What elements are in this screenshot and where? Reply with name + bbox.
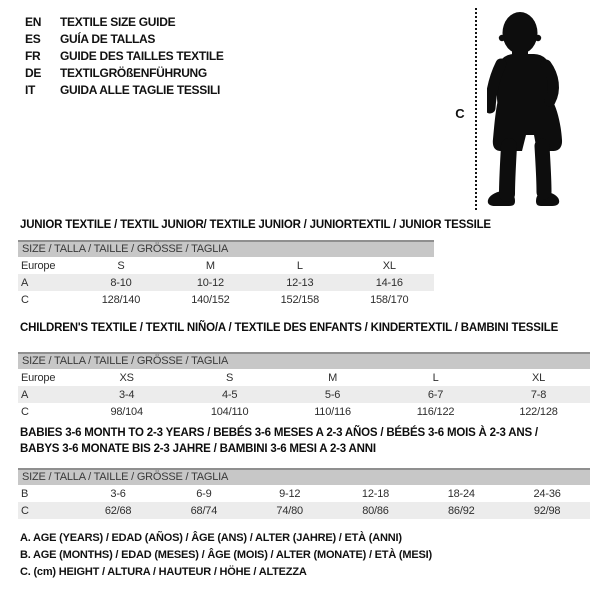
language-title: TEXTILGRÖßENFÜHRUNG [60,65,207,80]
note-age-months: B. AGE (MONTHS) / EDAD (MESES) / ÂGE (MOIS) / ALTER (MONATE) / ETÀ (MESI) [20,549,432,561]
children-table-section [18,322,590,420]
cell: L [296,259,303,272]
cell: 5-6 [324,388,341,401]
babies-table-section [18,427,590,519]
note-height-cm: C. (cm) HEIGHT / ALTURA / HAUTEUR / HÖHE / ALTEZZA [20,566,307,578]
cell: 68/74 [190,504,218,517]
cell: 8-10 [110,276,132,289]
cell: 12-13 [286,276,314,289]
cell: 80/86 [362,504,389,517]
cell: M [205,259,215,272]
language-code: FR [25,48,41,63]
baby-silhouette [487,8,582,208]
language-code: EN [25,14,42,29]
cell: 10-12 [196,276,224,289]
cell: 116/122 [416,405,455,418]
cell: 12-18 [361,487,390,500]
cell: XL [531,371,546,384]
baby-figure-area [440,0,600,215]
junior-size-table [18,240,434,308]
language-code: DE [25,65,42,80]
cell: 86/92 [448,504,475,517]
cell: 122/128 [519,405,558,418]
cell: 62/68 [104,504,132,517]
cell: S [226,371,234,384]
babies-table-title-line2: BABYS 3-6 MONATE BIS 2-3 JAHRE / BAMBINI 3-6 MESI A 2-3 ANNI [20,443,376,455]
language-row-it [25,81,224,98]
cell: 3-6 [110,487,126,500]
children-table-title: CHILDREN'S TEXTILE / TEXTIL NIÑO/A / TEXTILE DES ENFANTS / KINDERTEXTIL / BAMBINI TESSILE [20,322,559,334]
language-code: ES [25,31,41,46]
table-row-height [18,403,590,420]
cell: 18-24 [447,487,475,500]
size-header-bar: SIZE / TALLA / TAILLE / GRÖSSE / TAGLIA [18,469,590,485]
cell: XS [119,371,134,384]
cell: L [432,371,439,384]
height-measure-dashed-line [475,8,477,210]
row-label: A [21,388,29,401]
table-row-europe [18,369,590,386]
cell: 6-9 [196,487,212,500]
table-row-months [18,485,590,502]
table-row-age [18,386,590,403]
size-header-bar: SIZE / TALLA / TAILLE / GRÖSSE / TAGLIA [18,353,590,369]
cell: XL [382,259,396,272]
row-label: C [21,504,29,517]
junior-table-title: JUNIOR TEXTILE / TEXTIL JUNIOR/ TEXTILE JUNIOR / JUNIORTEXTIL / JUNIOR TESSILE [20,219,491,231]
note-age-years: A. AGE (YEARS) / EDAD (AÑOS) / ÂGE (ANS) / ALTER (JAHRE) / ETÀ (ANNI) [20,532,402,544]
table-row-height [18,291,434,308]
junior-table-section [18,219,491,308]
cell: 92/98 [533,504,561,517]
babies-table-title-line1: BABIES 3-6 MONTH TO 2-3 YEARS / BEBÉS 3-6 MESES A 2-3 AÑOS / BÉBÉS 3-6 MOIS À 2-3 ANS / [20,427,538,439]
row-label: Europe [21,259,56,272]
cell: M [328,371,338,384]
table-row-height [18,502,590,519]
cell: 4-5 [221,388,238,401]
cell: S [117,259,125,272]
row-label: C [21,405,29,418]
row-label: Europe [21,371,56,384]
table-row-europe [18,257,434,274]
height-measure-label: C [455,106,465,121]
language-list [25,13,224,98]
children-size-table [18,352,590,420]
cell: 7-8 [530,388,547,401]
cell: 24-36 [533,487,561,500]
cell: 14-16 [375,276,403,289]
cell: 110/116 [314,405,351,418]
row-label: B [21,487,29,500]
language-title: GUIDA ALLE TAGLIE TESSILI [60,82,221,97]
babies-size-table [18,468,590,519]
cell: 158/170 [370,293,409,306]
language-row-es [25,30,224,47]
language-row-de [25,64,224,81]
legend-notes [20,530,432,581]
language-title: GUÍA DE TALLAS [60,31,156,46]
cell: 9-12 [279,487,301,500]
language-title: TEXTILE SIZE GUIDE [60,14,176,29]
row-label: A [21,276,29,289]
cell: 3-4 [119,388,135,401]
language-row-fr [25,47,224,64]
cell: 128/140 [101,293,141,306]
cell: 152/158 [280,293,320,306]
language-code: IT [25,82,36,97]
cell: 74/80 [276,504,303,517]
cell: 6-7 [427,388,444,401]
size-header-bar: SIZE / TALLA / TAILLE / GRÖSSE / TAGLIA [18,241,434,257]
language-row-en [25,13,224,30]
row-label: C [21,293,29,306]
cell: 140/152 [191,293,230,306]
table-row-age [18,274,434,291]
cell: 104/110 [210,405,249,418]
cell: 98/104 [110,405,143,418]
language-title: GUIDE DES TAILLES TEXTILE [60,48,224,63]
